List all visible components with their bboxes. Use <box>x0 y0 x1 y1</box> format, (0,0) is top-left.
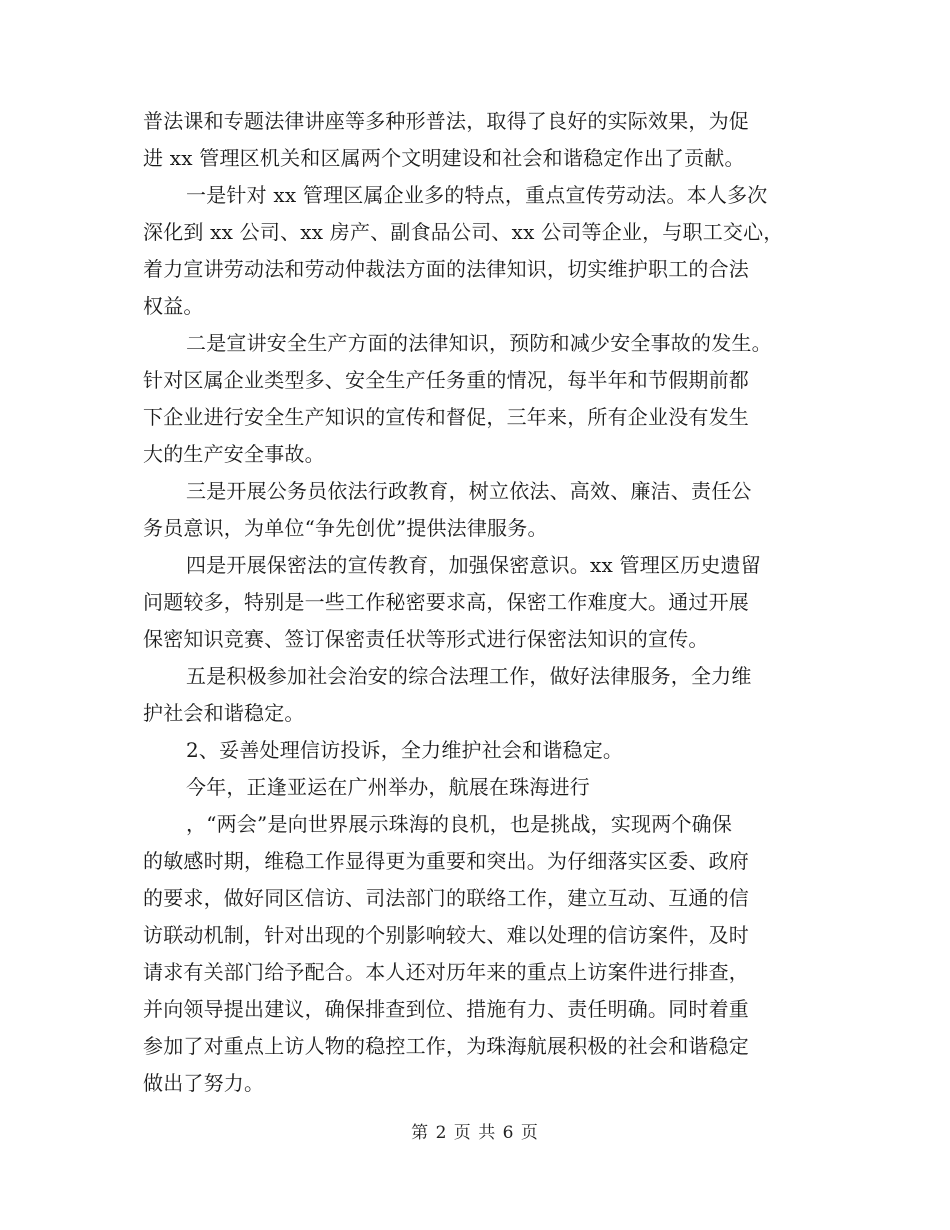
text-line: 访联动机制，针对出现的个别影响较大、难以处理的信访案件，及时 <box>143 923 749 947</box>
text-line: 做出了努力。 <box>143 1071 265 1095</box>
page-number-footer: 第 2 页 共 6 页 <box>411 1123 539 1143</box>
paragraph-start-line: 三是开展公务员依法行政教育，树立依法、高效、廉洁、责任公 <box>186 479 752 503</box>
text-line: 并向领导提出建议，确保排查到位、措施有力、责任明确。同时着重 <box>143 997 749 1021</box>
text-line: 务员意识，为单位“争先创优”提供法律服务。 <box>143 516 548 540</box>
text-line: 下企业进行安全生产知识的宣传和督促，三年来，所有企业没有发生 <box>143 405 749 429</box>
text-line: 参加了对重点上访人物的稳控工作，为珠海航展积极的社会和谐稳定 <box>143 1034 749 1058</box>
paragraph-start-line: 五是积极参加社会治安的综合法理工作，做好法律服务，全力维 <box>186 664 752 688</box>
text-line: 普法课和专题法律讲座等多种形普法，取得了良好的实际效果，为促 <box>143 109 749 133</box>
document-body <box>143 103 808 1102</box>
text-line: 着力宣讲劳动法和劳动仲裁法方面的法律知识，切实维护职工的合法 <box>143 257 749 281</box>
text-line: 护社会和谐稳定。 <box>143 701 305 725</box>
text-line: 保密知识竞赛、签订保密责任状等形式进行保密法知识的宣传。 <box>143 627 709 651</box>
text-line: 的敏感时期，维稳工作显得更为重要和突出。为仔细落实区委、政府 <box>143 849 749 873</box>
text-line: 针对区属企业类型多、安全生产任务重的情况，每半年和节假期前都 <box>143 368 749 392</box>
text-line: 大的生产安全事故。 <box>143 442 325 466</box>
paragraph-start-line: 四是开展保密法的宣传教育，加强保密意识。xx 管理区历史遗留 <box>186 553 761 577</box>
section-heading: 2、妥善处理信访投诉，全力维护社会和谐稳定。 <box>186 738 624 762</box>
text-line: ，“两会”是向世界展示珠海的良机，也是挑战，实现两个确保 <box>186 812 733 836</box>
text-line: 请求有关部门给予配合。本人还对历年来的重点上访案件进行排查， <box>143 960 749 984</box>
text-line: 深化到 xx 公司、xx 房产、副食品公司、xx 公司等企业，与职工交心， <box>143 220 784 244</box>
text-line: 权益。 <box>143 294 204 318</box>
text-line: 的要求，做好同区信访、司法部门的联络工作，建立互动、互通的信 <box>143 886 749 910</box>
paragraph-start-line: 二是宣讲安全生产方面的法律知识，预防和减少安全事故的发生。 <box>186 331 772 355</box>
paragraph-start-line: 今年，正逢亚运在广州举办，航展在珠海进行 <box>186 775 590 799</box>
text-line: 进 xx 管理区机关和区属两个文明建设和社会和谐稳定作出了贡献。 <box>143 146 745 170</box>
paragraph-start-line: 一是针对 xx 管理区属企业多的特点，重点宣传劳动法。本人多次 <box>186 183 768 207</box>
text-line: 问题较多，特别是一些工作秘密要求高，保密工作难度大。通过开展 <box>143 590 749 614</box>
